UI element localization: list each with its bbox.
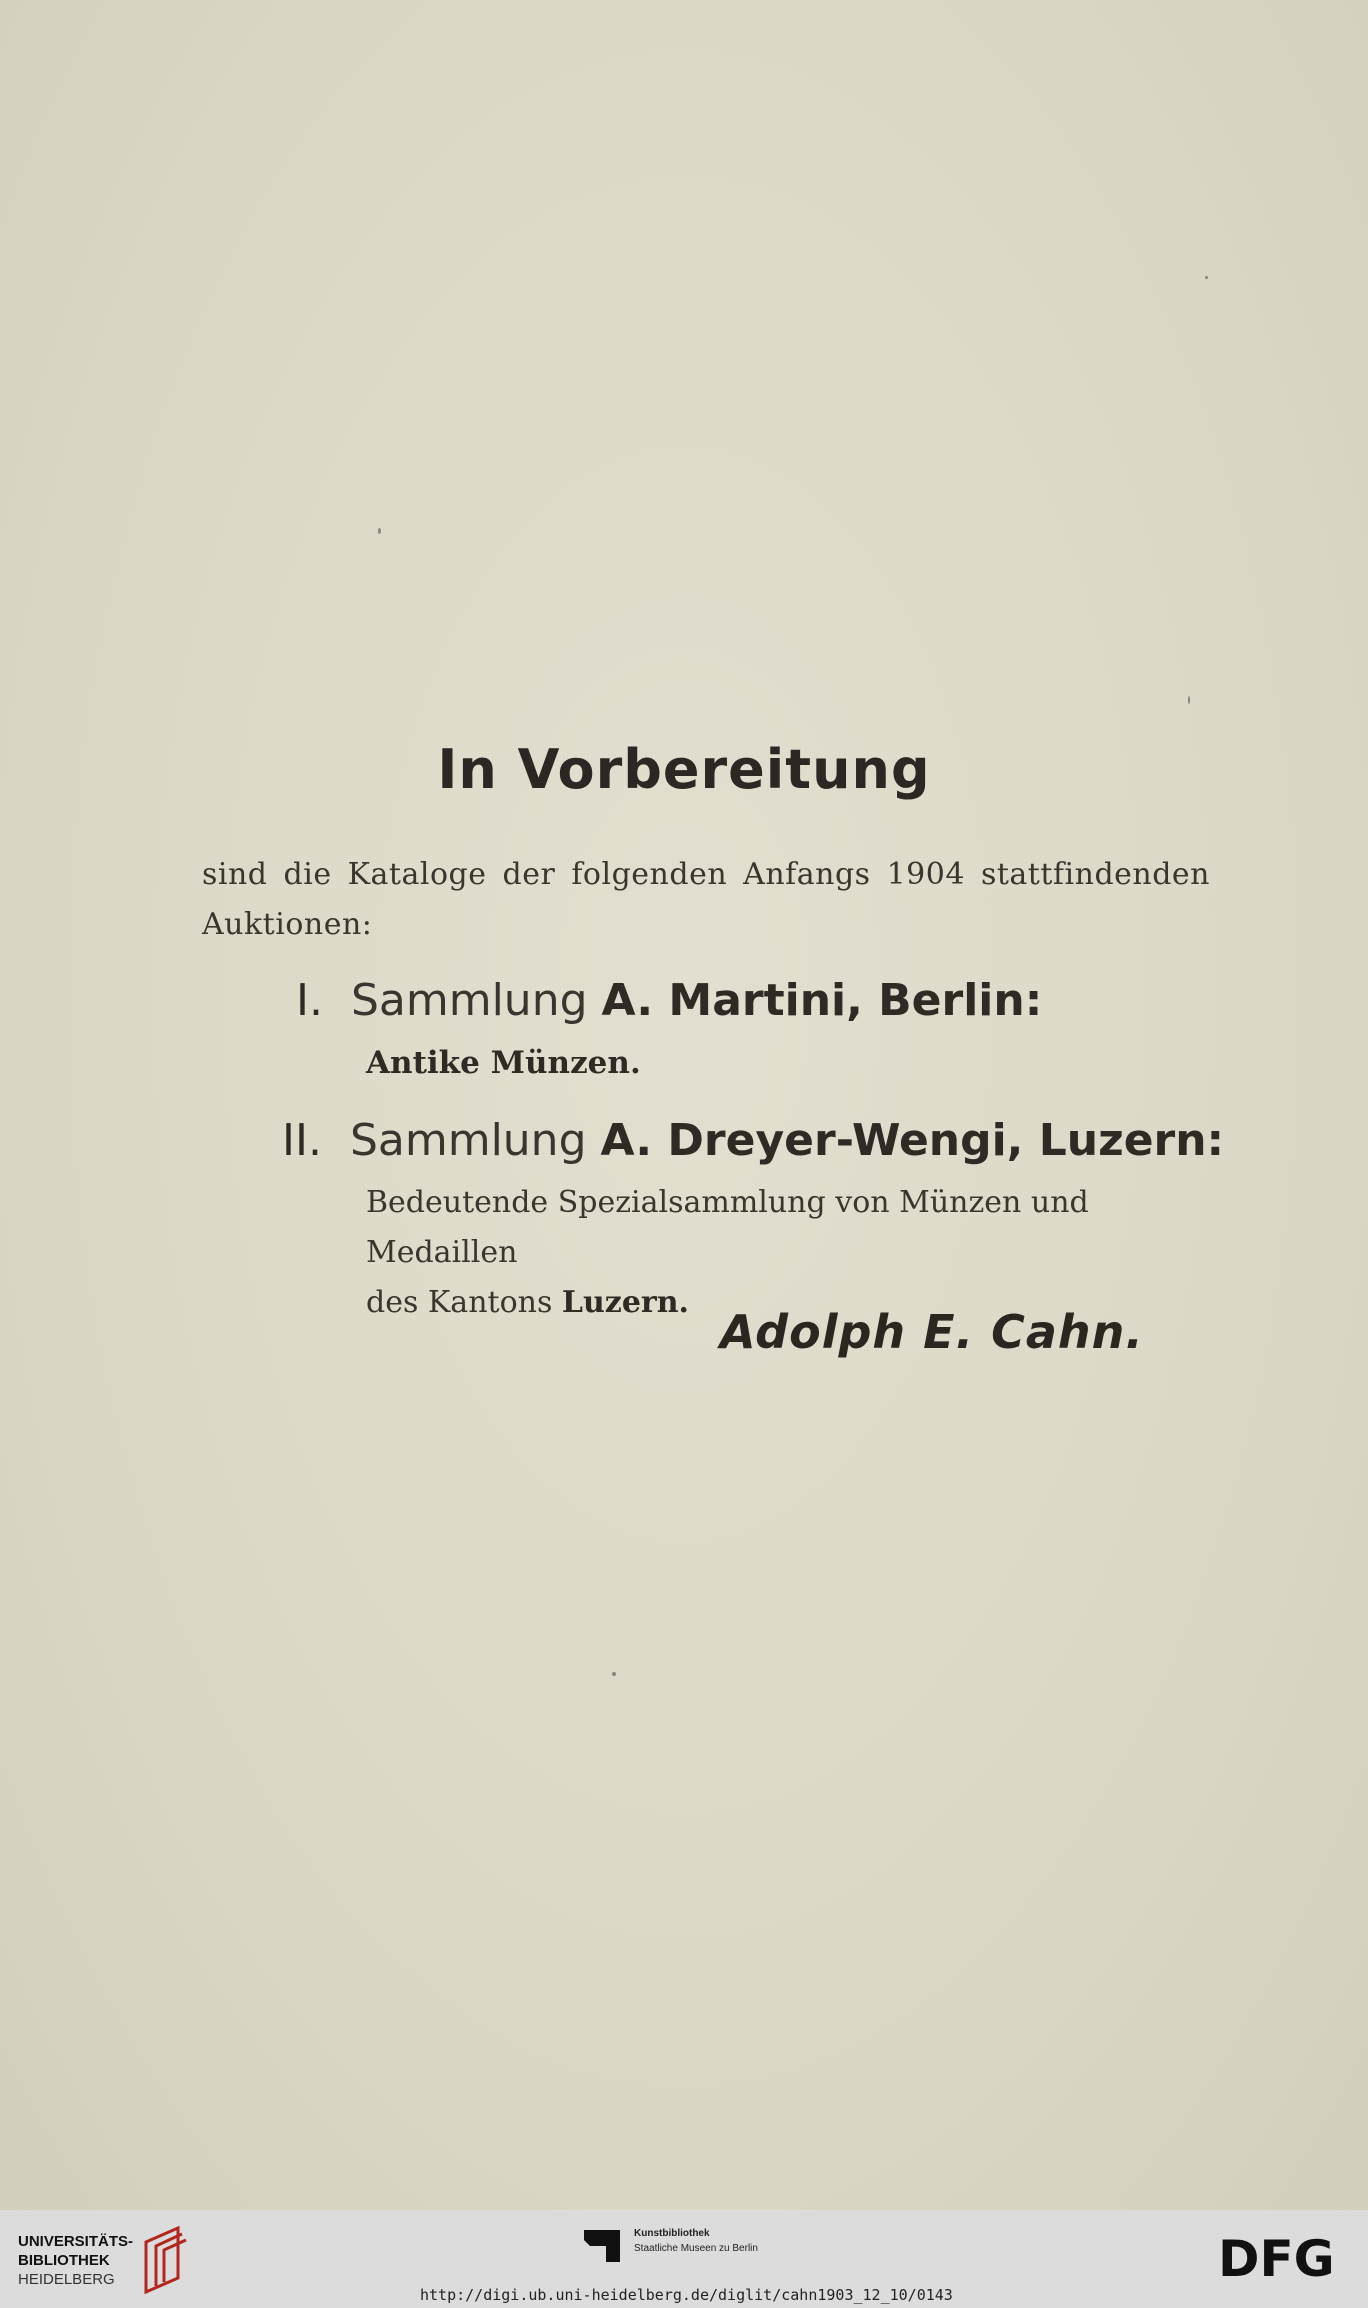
page-heading: In Vorbereitung <box>437 738 931 801</box>
collection-1-prefix: Sammlung <box>350 975 588 1026</box>
ub-logo-line-1: UNIVERSITÄTS- <box>18 2233 134 2250</box>
ub-logo-line-2: BIBLIOTHEK <box>18 2252 110 2269</box>
collection-2-numeral: II. <box>282 1115 322 1166</box>
collection-2-description-bold: Luzern. <box>561 1285 689 1320</box>
collection-1-numeral: I. <box>296 975 323 1026</box>
partner-title: Kunstbibliothek <box>634 2228 710 2239</box>
paper-speck <box>1205 276 1208 279</box>
collection-1-description: Antike Münzen. <box>366 1045 641 1081</box>
ub-heidelberg-logo[interactable] <box>18 2232 133 2289</box>
intro-line-1: sind die Kataloge der folgenden Anfangs 1904 stattfindenden <box>202 857 1210 892</box>
permalink-url[interactable]: http://digi.ub.uni-heidelberg.de/diglit/cahn1903_12_10/0143 <box>420 2286 953 2304</box>
paper-speck <box>378 528 381 534</box>
dfg-logo[interactable] <box>1218 2232 1348 2282</box>
paper-speck <box>1188 696 1190 704</box>
partner-subtitle: Staatliche Museen zu Berlin <box>634 2243 758 2254</box>
intro-line-2: Auktionen: <box>202 907 373 942</box>
collection-1-heading <box>296 975 1042 1026</box>
collection-2-heading <box>282 1115 1224 1166</box>
collection-2-name: A. Dreyer-Wengi, Luzern: <box>600 1115 1225 1166</box>
collection-2-prefix: Sammlung <box>349 1115 587 1166</box>
collection-2-description-line-1: Bedeutende Spezialsammlung von Münzen und Medaillen <box>366 1185 1089 1270</box>
kunstbibliothek-logo-icon[interactable] <box>582 2226 622 2266</box>
dfg-logo-text: DFG <box>1218 2232 1335 2282</box>
ub-emblem-icon <box>138 2222 190 2298</box>
collection-2-description-plain: des Kantons <box>366 1285 553 1320</box>
paper-speck <box>612 1672 616 1676</box>
ub-logo-line-3: HEIDELBERG <box>18 2271 115 2288</box>
collection-1-name: A. Martini, Berlin: <box>601 975 1043 1026</box>
kunstbibliothek-label <box>634 2226 758 2256</box>
signature: Adolph E. Cahn. <box>720 1305 1144 1359</box>
intro-paragraph <box>202 850 1210 950</box>
